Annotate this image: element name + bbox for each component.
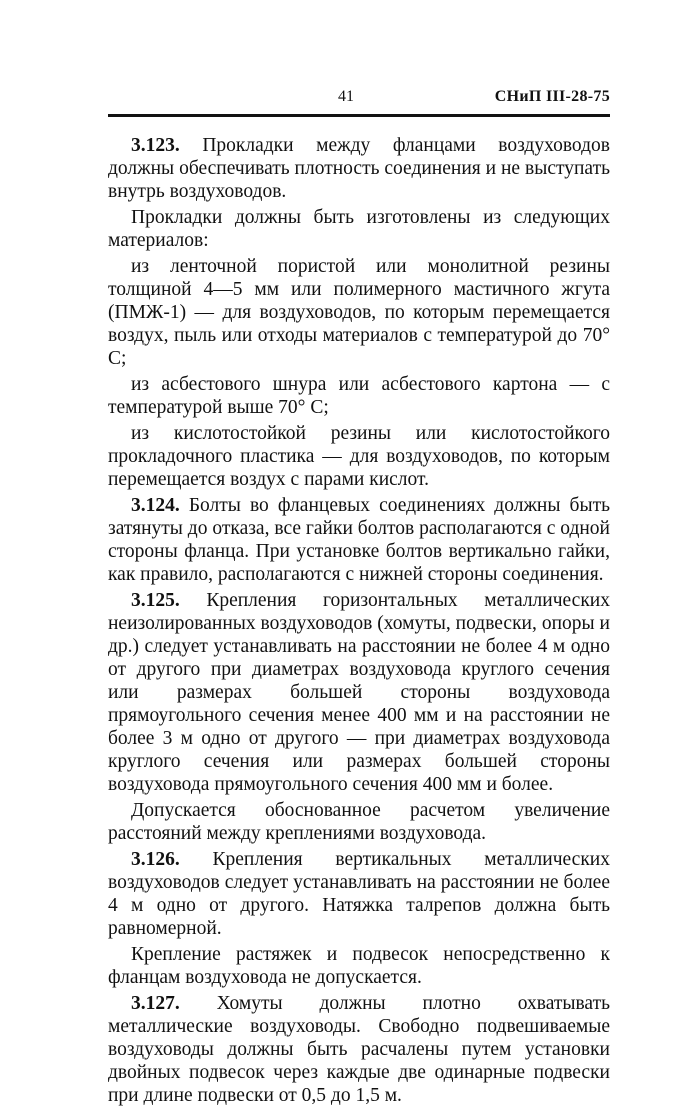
clause-number: 3.124. [131, 495, 180, 516]
paragraph-acid-resistant-gaskets [108, 422, 610, 491]
paragraph-text: Прокладки между фланцами воздуховодов должны обеспечивать плотность соединения и не выступать внутрь воздуховодов. [108, 135, 610, 202]
paragraph-text: из кислотостойкой резины или кислотостойкого прокладочного пластика — для воздуховодов, по которым перемещается воздух с парами кислот. [108, 423, 610, 490]
header-rule [108, 114, 610, 117]
paragraph-text: Хомуты должны плотно охватывать металлические воздуховоды. Свободно подвешиваемые воздуховоды должны быть расчалены путем установки двойных подвесок через каждые две одинарные подвески при длине подвески от 0,5 до 1,5 м. [108, 993, 610, 1106]
paragraph-text: Крепление растяжек и подвесок непосредственно к фланцам воздуховода не допускается. [108, 944, 610, 988]
paragraph-text: из ленточной пористой или монолитной резины толщиной 4—5 мм или полимерного мастичного жгута (ПМЖ-1) — для воздуховодов, по которым перемещается воздух, пыль или отходы материалов с температурой до 70° С; [108, 256, 610, 369]
paragraph-rubber-gaskets [108, 255, 610, 370]
clause-number: 3.127. [131, 993, 180, 1014]
paragraph-gaskets-materials [108, 206, 610, 252]
paragraph-3-123 [108, 134, 610, 203]
clause-number: 3.123. [131, 135, 180, 156]
paragraph-asbestos-gaskets [108, 373, 610, 419]
clause-number: 3.126. [131, 849, 180, 870]
paragraph-braces-not-allowed [108, 943, 610, 989]
paragraph-text: Крепления горизонтальных металлических неизолированных воздуховодов (хомуты, подвески, опоры и др.) следует устанавливать на расстоянии не более 4 м одно от другого при диаметрах воздуховода круглого сечения или размерах большей стороны воздуховода прямоугольного сечения менее 400 мм и на расстоянии не более 3 м одно от другого — при диаметрах воздуховода круглого сечения или размерах большей стороны воздуховода прямоугольного сечения 400 мм и более. [108, 590, 610, 795]
paragraph-3-127 [108, 992, 610, 1107]
paragraph-text: из асбестового шнура или асбестового картона — с температурой выше 70° С; [108, 374, 610, 418]
document-code: СНиП III-28-75 [494, 88, 610, 105]
paragraph-3-125 [108, 589, 610, 796]
page-number: 41 [338, 88, 354, 105]
paragraph-text: Крепления вертикальных металлических воздуховодов следует устанавливать на расстоянии не более 4 м одно от другого. Натяжка талрепов должна быть равномерной. [108, 849, 610, 939]
paragraph-text: Допускается обоснованное расчетом увеличение расстояний между креплениями воздуховода. [108, 800, 610, 844]
paragraph-3-126 [108, 848, 610, 940]
clause-number: 3.125. [131, 590, 180, 611]
paragraph-increase-allowed [108, 799, 610, 845]
paragraph-text: Болты во фланцевых соединениях должны быть затянуты до отказа, все гайки болтов располагаются с одной стороны фланца. При установке болтов вертикально гайки, как правило, располагаются с нижней стороны соединения. [108, 495, 610, 585]
paragraph-3-124 [108, 494, 610, 586]
body-text [108, 134, 610, 1107]
paragraph-text: Прокладки должны быть изготовлены из следующих материалов: [108, 207, 610, 251]
page-header [108, 88, 610, 112]
